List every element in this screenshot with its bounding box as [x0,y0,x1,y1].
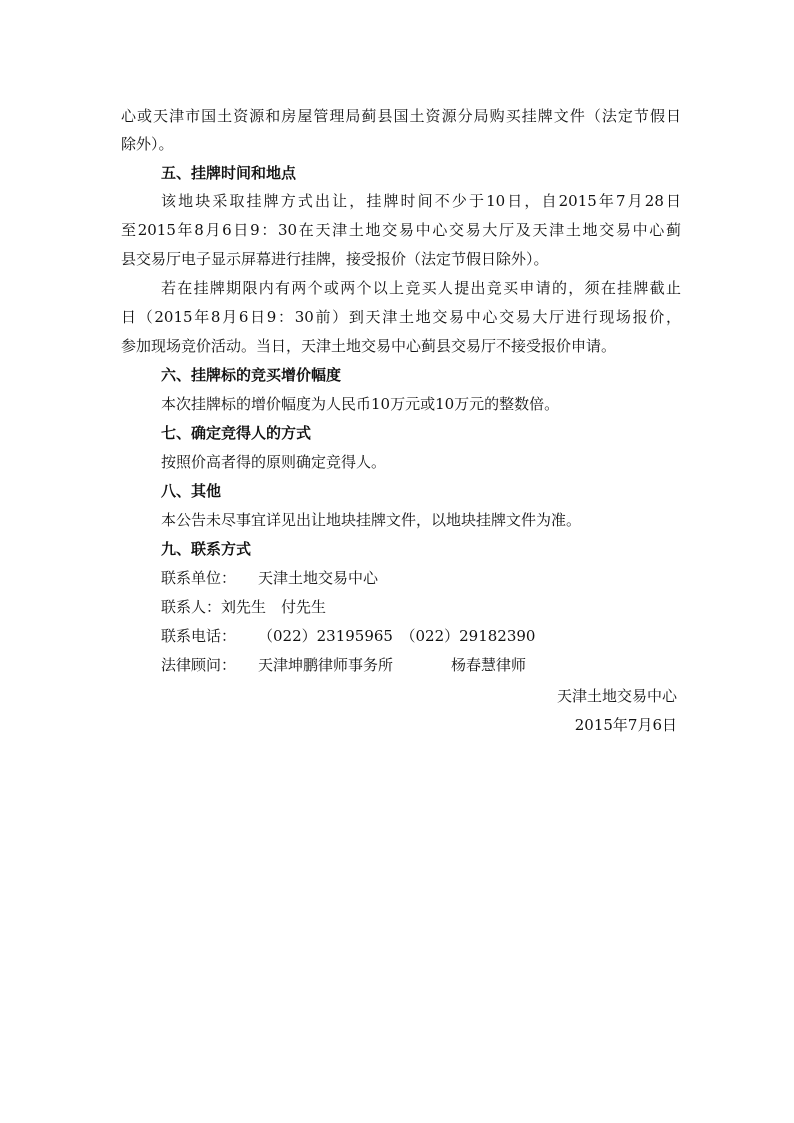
section5-p1-line3: 县交易厅电子显示屏幕进行挂牌，接受报价（法定节假日除外）。 [121,250,549,268]
contact-legal-label: 法律顾问： [161,656,237,674]
contact-unit-row [161,568,681,588]
section5-p2-line2: 日（2015年8月6日9：30前）到天津土地交易中心交易大厅进行现场报价， [121,308,681,326]
section5-p1-line2: 至2015年8月6日9：30在天津土地交易中心交易大厅及天津土地交易中心蓟 [121,221,681,239]
section4-tail-line2: 除外）。 [121,135,174,153]
contact-person-row [161,597,681,617]
contact-phone-label: 联系电话： [161,627,237,645]
signature-date: 2015年7月6日 [574,716,677,734]
section4-tail-line1: 心或天津市国土资源和房屋管理局蓟县国土资源分局购买挂牌文件（法定节假日 [121,107,681,125]
signature-org: 天津土地交易中心 [556,687,677,705]
contact-person-label: 联系人： [161,598,222,616]
section5-p2-line1: 若在挂牌期限内有两个或两个以上竞买人提出竞买申请的，须在挂牌截止 [161,279,681,297]
section8-heading: 八、其他 [161,482,222,500]
contact-legal-firm: 天津坤鹏律师事务所 [258,656,394,674]
section7-text: 按照价高者得的原则确定竞得人。 [161,453,387,471]
section7-heading: 七、确定竞得人的方式 [161,424,312,442]
contact-phone-row [161,626,681,646]
contact-person-value: 刘先生 付先生 [221,598,327,616]
contact-unit-value: 天津土地交易中心 [258,569,379,587]
contact-unit-label: 联系单位： [161,569,237,587]
section8-text: 本公告未尽事宜详见出让地块挂牌文件，以地块挂牌文件为准。 [161,511,582,529]
section6-heading: 六、挂牌标的竞买增价幅度 [161,366,342,384]
section5-p2-line3: 参加现场竞价活动。当日，天津土地交易中心蓟县交易厅不接受报价申请。 [121,337,617,355]
contact-legal-lawyer: 杨春慧律师 [451,656,527,674]
contact-phone-value: （022）23195965 （022）29182390 [258,627,536,645]
section6-text: 本次挂牌标的增价幅度为人民币10万元或10万元的整数倍。 [161,395,560,413]
section9-heading: 九、联系方式 [161,540,252,558]
section5-heading: 五、挂牌时间和地点 [161,164,297,182]
contact-legal-row [161,655,681,675]
section5-p1-line1: 该地块采取挂牌方式出让，挂牌时间不少于10日，自2015年7月28日 [161,192,681,210]
